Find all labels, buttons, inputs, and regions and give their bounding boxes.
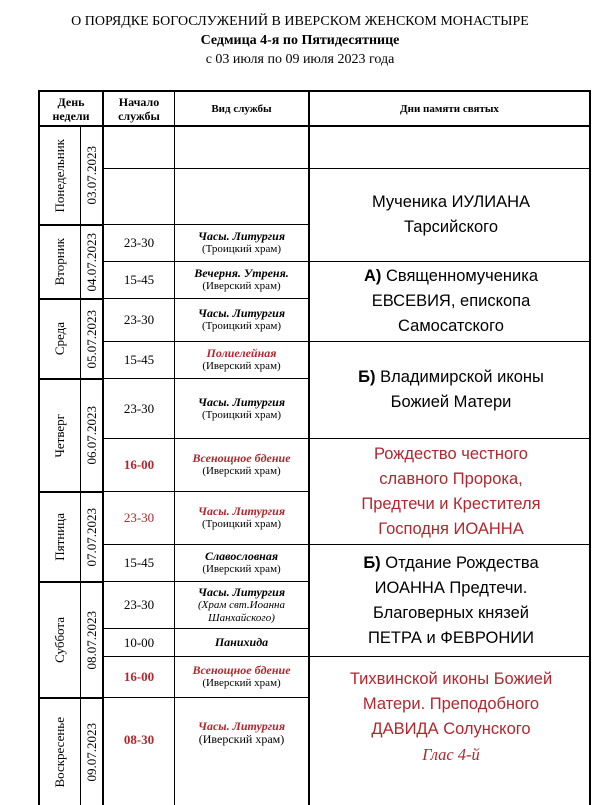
service-type: Вечерня. Утреня. (Иверский храм) xyxy=(194,266,289,292)
week-title: Седмица 4-я по Пятидесятнице xyxy=(200,33,400,48)
day-date: 05.07.2023 xyxy=(83,309,99,369)
service-time: 16-00 xyxy=(123,457,155,472)
service-time: 08-30 xyxy=(123,732,155,747)
saints-memory: Б) Владимирской иконы Божией Матери xyxy=(358,368,544,411)
service-type: Полиелейная (Иверский храм) xyxy=(202,346,281,372)
service-type: Часы. Литургия (Троицкий храм) xyxy=(197,306,286,332)
period-title: с 03 июля по 09 июля 2023 года xyxy=(205,52,395,67)
service-type: Часы. Литургия (Троицкий храм) xyxy=(197,394,286,421)
day-date: 03.07.2023 xyxy=(83,146,99,205)
saints-memory: Тихвинской иконы Божией Матери. Преподобного ДАВИДА Солунского Глас 4-й xyxy=(349,670,553,764)
service-type: Всенощное бдение (Иверский храм) xyxy=(192,663,291,689)
header-start: Начало службы xyxy=(118,94,160,123)
service-time: 15-45 xyxy=(123,272,155,287)
saints-memory: Б) Отдание Рождества ИОАННА Предтечи. Благоверных князей ПЕТРА и ФЕВРОНИИ xyxy=(363,553,539,647)
saints-memory: Рождество честного славного Пророка, Предтечи и Крестителя Господня ИОАННА xyxy=(361,444,541,538)
service-time: 23-30 xyxy=(123,400,155,416)
service-time: 23-30 xyxy=(123,597,155,612)
service-type: Всенощное бдение (Иверский храм) xyxy=(192,451,291,477)
day-name: Среда xyxy=(52,322,67,356)
day-date: 06.07.2023 xyxy=(83,406,99,465)
service-time: 23-30 xyxy=(123,235,155,250)
service-type: Часы. Литургия (Троицкий храм) xyxy=(197,229,286,255)
service-type: Часы. Литургия (Иверский храм) xyxy=(197,719,286,746)
service-time: 23-30 xyxy=(123,510,155,525)
day-name: Понедельник xyxy=(52,138,67,213)
header-saints: Дни памяти святых xyxy=(400,102,499,115)
service-time: 15-45 xyxy=(123,555,155,570)
service-time: 16-00 xyxy=(123,669,155,684)
day-name: Воскресенье xyxy=(52,716,67,788)
service-time: 10-00 xyxy=(123,634,155,650)
day-name: Суббота xyxy=(52,617,67,663)
service-type: Часы. Литургия (Храм свт.Иоанна Шанхайского) xyxy=(197,584,286,624)
day-name: Вторник xyxy=(52,238,67,286)
saints-memory: Мученика ИУЛИАНА Тарсийского xyxy=(371,193,531,236)
header-service: Вид службы xyxy=(211,102,272,115)
day-name: Четверг xyxy=(52,413,67,458)
day-date: 04.07.2023 xyxy=(83,232,99,292)
day-date: 07.07.2023 xyxy=(83,507,99,567)
day-date: 09.07.2023 xyxy=(83,722,99,782)
day-name: Пятница xyxy=(52,513,67,561)
header-day: День недели xyxy=(52,94,90,123)
service-time: 23-30 xyxy=(123,312,155,327)
service-type: Панихида xyxy=(214,635,269,649)
service-time: 15-45 xyxy=(123,352,155,367)
service-type: Часы. Литургия (Троицкий храм) xyxy=(197,504,286,530)
day-date: 08.07.2023 xyxy=(83,610,99,670)
service-type: Славословная (Иверский храм) xyxy=(202,549,281,575)
document-title: О ПОРЯДКЕ БОГОСЛУЖЕНИЙ В ИВЕРСКОМ ЖЕНСКОМ МОНАСТЫРЕ xyxy=(71,14,529,29)
saints-memory: А) Священномученика ЕВСЕВИЯ, епископа Самосатского xyxy=(363,267,539,335)
